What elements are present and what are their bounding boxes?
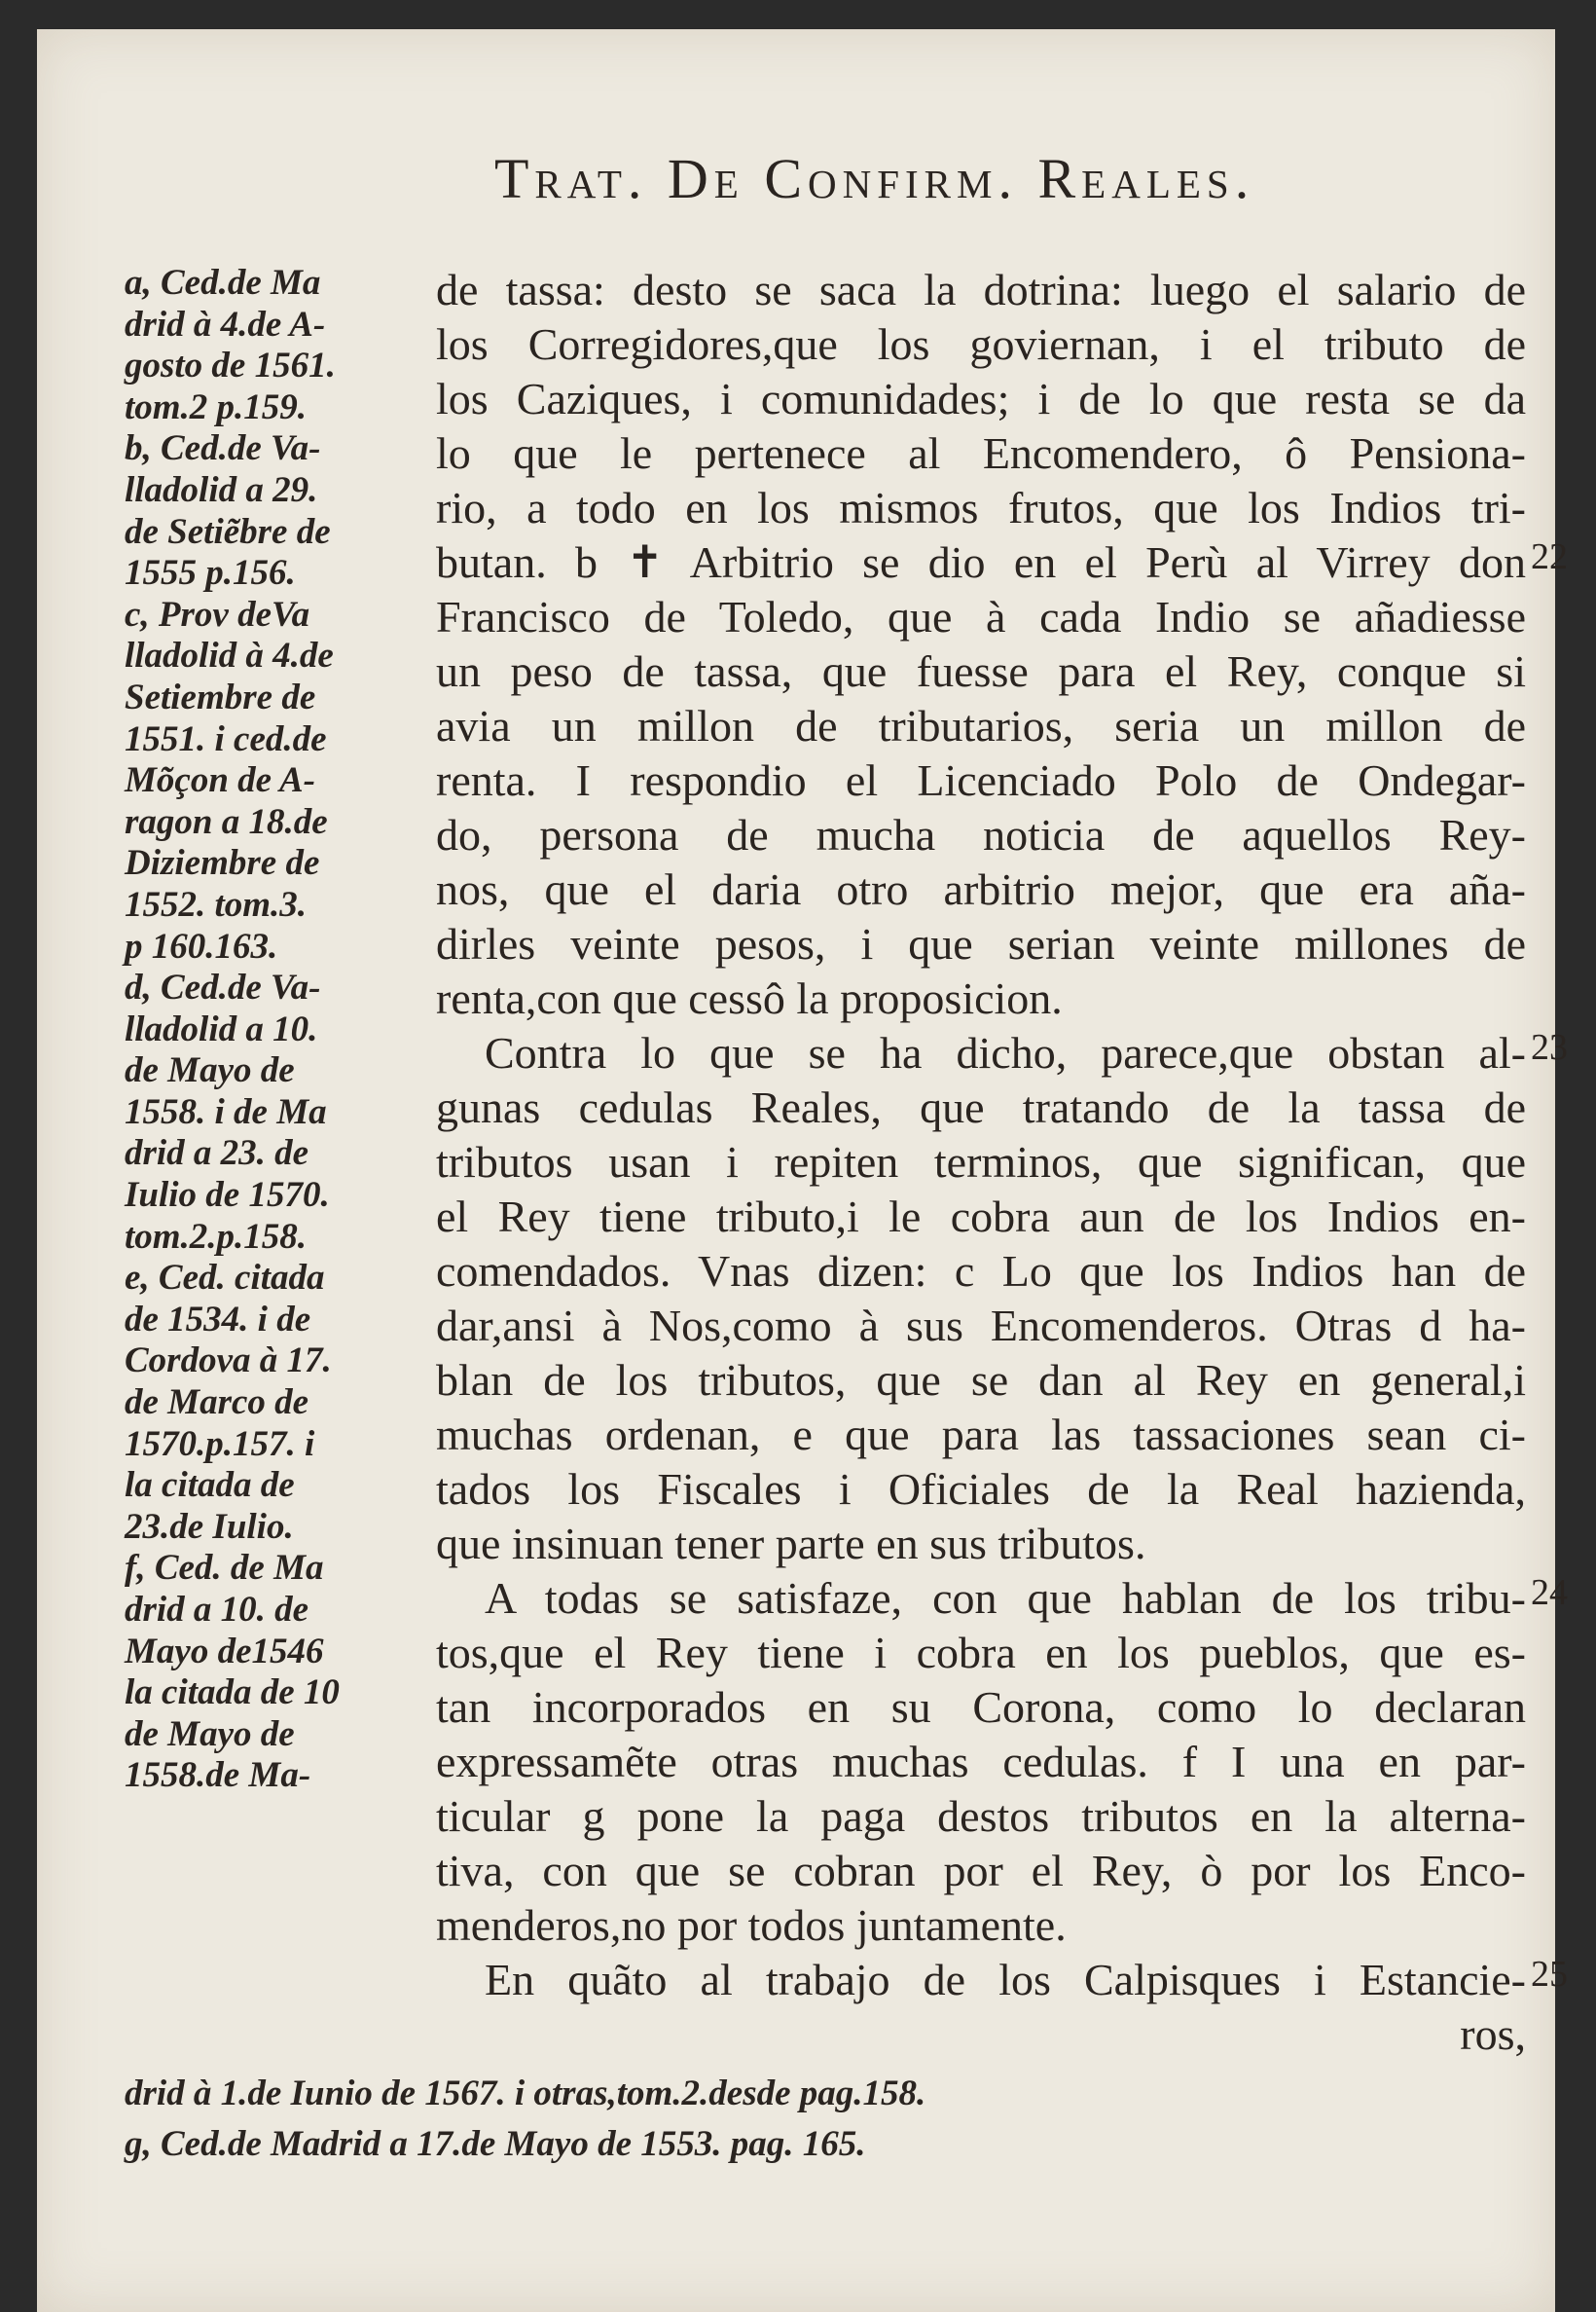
- margin-note-line: b, Ced.de Va-: [125, 428, 321, 469]
- body-text-line: el Rey tiene tributo,i le cobra aun de los Indios en-: [436, 1192, 1526, 1241]
- body-text-line: comendados. Vnas dizen: c Lo que los Indios han de: [436, 1246, 1526, 1296]
- margin-note-line: e, Ced. citada: [125, 1258, 325, 1299]
- body-text-line: gunas cedulas Reales, que tratando de la tassa de: [436, 1083, 1526, 1132]
- margin-note-line: Mayo de1546: [125, 1631, 324, 1671]
- margin-note-line: Diziembre de: [125, 843, 320, 884]
- margin-note-line: 1555 p.156.: [125, 553, 296, 594]
- body-text-line: de tassa: desto se saca la dotrina: luego el salario de: [436, 265, 1526, 314]
- body-text-line: Contra lo que se ha dicho, parece,que obstan al-: [485, 1028, 1526, 1078]
- body-text-line: tados los Fiscales i Oficiales de la Real hazienda,: [436, 1464, 1526, 1514]
- body-text-line: Francisco de Toledo, que à cada Indio se añadiesse: [436, 592, 1526, 642]
- margin-note-line: 1552. tom.3.: [125, 884, 308, 925]
- margin-note-line: 23.de Iulio.: [125, 1506, 294, 1547]
- margin-note-line: ragon a 18.de: [125, 801, 328, 842]
- margin-note-line: drid à 4.de A-: [125, 304, 326, 345]
- body-text-line: expressamẽte otras muchas cedulas. f I una en par-: [436, 1737, 1526, 1786]
- footnote-line: drid à 1.de Iunio de 1567. i otras,tom.2.desde pag.158.: [125, 2073, 926, 2113]
- body-text-line: renta. I respondio el Licenciado Polo de Ondegar-: [436, 755, 1526, 805]
- body-text-line: lo que le pertenece al Encomendero, ô Pensiona-: [436, 428, 1526, 478]
- body-text-line: los Caziques, i comunidades; i de lo que resta se da: [436, 374, 1526, 423]
- margin-note-line: c, Prov deVa: [125, 594, 310, 635]
- margin-note-line: de 1534. i de: [125, 1299, 311, 1339]
- margin-note-line: drid a 23. de: [125, 1133, 309, 1174]
- margin-notes: [125, 263, 426, 1797]
- paragraph-number: 25: [1531, 1954, 1568, 1995]
- margin-note-line: d, Ced.de Va-: [125, 968, 321, 1009]
- margin-note-line: 1558. i de Ma: [125, 1091, 327, 1132]
- body-text-line: que insinuan tener parte en sus tributos.: [436, 1519, 1146, 1568]
- body-text-line: nos, que el daria otro arbitrio mejor, que era aña-: [436, 864, 1526, 914]
- body-text-line: dar,ansi à Nos,como à sus Encomenderos. Otras d ha-: [436, 1301, 1526, 1350]
- main-text: [436, 263, 1526, 2062]
- margin-note-line: de Mayo de: [125, 1050, 295, 1091]
- body-text-line: un peso de tassa, que fuesse para el Rey, conque si: [436, 646, 1526, 696]
- body-text-line: tos,que el Rey tiene i cobra en los pueblos, que es-: [436, 1628, 1526, 1677]
- footnotes: [125, 2069, 925, 2170]
- margin-note-line: 1558.de Ma-: [125, 1755, 311, 1796]
- body-text-line: los Corregidores,que los goviernan, i el tributo de: [436, 319, 1526, 369]
- paragraph-number: 23: [1531, 1027, 1568, 1068]
- body-text-line: butan. b ✝ Arbitrio se dio en el Perù al Virrey don: [436, 537, 1526, 587]
- margin-note-line: tom.2.p.158.: [125, 1216, 308, 1257]
- body-text-line: tan incorporados en su Corona, como lo declaran: [436, 1682, 1526, 1732]
- body-text-line: tributos usan i repiten terminos, que significan, que: [436, 1137, 1526, 1187]
- margin-note-line: gosto de 1561.: [125, 346, 336, 386]
- margin-note-line: 1551. i ced.de: [125, 718, 327, 759]
- body-text-line: ros,: [1460, 2009, 1526, 2059]
- body-text-line: tiva, con que se cobran por el Rey, ò por los Enco-: [436, 1846, 1526, 1895]
- margin-note-line: la citada de: [125, 1465, 295, 1506]
- body-text-line: En quãto al trabajo de los Calpisques i Estancie-: [485, 1955, 1526, 2004]
- margin-note-line: Setiembre de: [125, 677, 316, 717]
- margin-note-line: lladolid a 10.: [125, 1009, 318, 1049]
- paragraph-number: 24: [1531, 1572, 1568, 1613]
- paragraph-number: 22: [1531, 536, 1568, 577]
- body-text-line: menderos,no por todos juntamente.: [436, 1900, 1067, 1950]
- body-text-line: A todas se satisfaze, con que hablan de los tribu-: [485, 1573, 1526, 1623]
- body-text-line: do, persona de mucha noticia de aquellos Rey-: [436, 810, 1526, 860]
- running-header: Trat. De Confirm. Reales.: [494, 147, 1255, 210]
- margin-note-line: a, Ced.de Ma: [125, 263, 321, 303]
- margin-note-line: tom.2 p.159.: [125, 386, 308, 427]
- body-text-line: avia un millon de tributarios, seria un millon de: [436, 701, 1526, 751]
- margin-note-line: lladolid à 4.de: [125, 636, 334, 677]
- margin-note-line: lladolid a 29.: [125, 469, 318, 510]
- margin-note-line: 1570.p.157. i: [125, 1423, 315, 1464]
- margin-note-line: p 160.163.: [125, 926, 278, 967]
- margin-note-line: Cordova à 17.: [125, 1340, 332, 1381]
- margin-note-line: de Mayo de: [125, 1713, 295, 1754]
- margin-note-line: la citada de 10: [125, 1672, 340, 1713]
- body-text-line: dirles veinte pesos, i que serian veinte millones de: [436, 919, 1526, 969]
- body-text-line: muchas ordenan, e que para las tassaciones sean ci-: [436, 1410, 1526, 1459]
- body-text-line: rio, a todo en los mismos frutos, que los Indios tri-: [436, 483, 1526, 532]
- margin-note-line: de Marco de: [125, 1382, 309, 1423]
- margin-note-line: f, Ced. de Ma: [125, 1548, 324, 1589]
- body-text-line: ticular g pone la paga destos tributos en la alterna-: [436, 1791, 1526, 1841]
- body-text-line: renta,con que cessô la proposicion.: [436, 973, 1063, 1023]
- margin-note-line: Mõçon de A-: [125, 760, 315, 801]
- body-text-line: blan de los tributos, que se dan al Rey en general,i: [436, 1355, 1526, 1405]
- footnote-line: g, Ced.de Madrid a 17.de Mayo de 1553. pag. 165.: [125, 2124, 866, 2164]
- margin-note-line: de Setiẽbre de: [125, 511, 331, 552]
- margin-note-line: Iulio de 1570.: [125, 1175, 330, 1216]
- margin-note-line: drid a 10. de: [125, 1590, 309, 1630]
- book-page: [37, 29, 1568, 2312]
